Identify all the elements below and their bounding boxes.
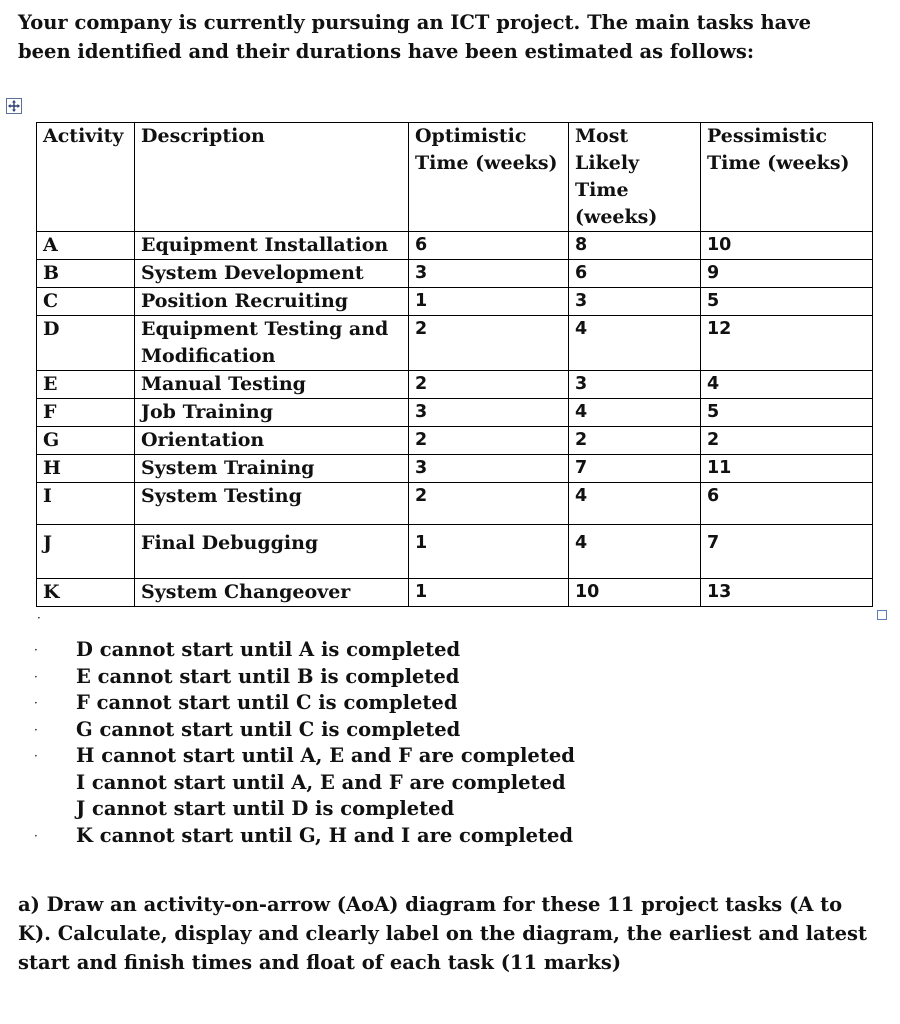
cell-pessimistic: 12 (701, 316, 873, 371)
cell-description: System Testing (135, 483, 409, 525)
table-row (37, 399, 873, 427)
list-item: · E cannot start until B is completed (34, 664, 575, 691)
list-item: J cannot start until D is completed (76, 797, 455, 820)
cell-most-likely: 4 (569, 399, 701, 427)
cell-most-likely: 3 (569, 371, 701, 399)
cell-optimistic: 3 (409, 455, 569, 483)
cell-most-likely: 10 (569, 579, 701, 607)
header-most-likely: Most Likely Time (weeks) (569, 123, 701, 232)
cell-optimistic: 3 (409, 260, 569, 288)
cell-description: Job Training (135, 399, 409, 427)
bullet-icon: · (34, 828, 38, 843)
stray-bullet: · (37, 611, 41, 625)
list-item: · G cannot start until C is completed (34, 717, 575, 744)
bullet-icon: · (34, 643, 38, 657)
cell-activity: D (37, 316, 135, 371)
cell-pessimistic: 5 (701, 399, 873, 427)
bullet-icon: · (34, 749, 38, 763)
cell-activity: J (37, 525, 135, 579)
cell-description: Final Debugging (135, 525, 409, 579)
bullet-icon: · (34, 669, 38, 684)
table-row (37, 427, 873, 455)
table-row (37, 260, 873, 288)
cell-optimistic: 2 (409, 371, 569, 399)
constraints-list (34, 637, 575, 849)
list-item: · K cannot start until G, H and I are completed (34, 823, 575, 850)
cell-description: System Development (135, 260, 409, 288)
table-row (37, 232, 873, 260)
header-optimistic: Optimistic Time (weeks) (409, 123, 569, 232)
table-row (37, 371, 873, 399)
cell-activity: I (37, 483, 135, 525)
cell-description: Manual Testing (135, 371, 409, 399)
cell-activity: K (37, 579, 135, 607)
header-pessimistic: Pessimistic Time (weeks) (701, 123, 873, 232)
cell-most-likely: 4 (569, 316, 701, 371)
header-description: Description (135, 123, 409, 232)
cell-description: Equipment Installation (135, 232, 409, 260)
cell-optimistic: 1 (409, 288, 569, 316)
cell-most-likely: 4 (569, 483, 701, 525)
cell-most-likely: 8 (569, 232, 701, 260)
cell-most-likely: 2 (569, 427, 701, 455)
cell-most-likely: 4 (569, 525, 701, 579)
cell-description: System Changeover (135, 579, 409, 607)
cell-pessimistic: 11 (701, 455, 873, 483)
cell-activity: G (37, 427, 135, 455)
cell-activity: E (37, 371, 135, 399)
question-line-1: a) Draw an activity-on-arrow (AoA) diagram for these 11 project tasks (A to (18, 893, 843, 916)
cell-most-likely: 6 (569, 260, 701, 288)
cell-description: Orientation (135, 427, 409, 455)
table-move-handle-icon[interactable] (6, 98, 22, 114)
table-row (37, 525, 873, 579)
cell-optimistic: 1 (409, 579, 569, 607)
cell-pessimistic: 6 (701, 483, 873, 525)
cell-pessimistic: 2 (701, 427, 873, 455)
cell-description: Equipment Testing and Modification (135, 316, 409, 371)
table-resize-handle-icon[interactable] (877, 610, 887, 620)
intro-text (18, 8, 878, 66)
question-text (18, 890, 878, 977)
cell-description: Position Recruiting (135, 288, 409, 316)
bullet-icon: · (34, 696, 38, 710)
list-item: · H cannot start until A, E and F are completed (34, 743, 575, 770)
cell-optimistic: 3 (409, 399, 569, 427)
list-item: · F cannot start until C is completed (34, 690, 575, 717)
cell-activity: C (37, 288, 135, 316)
cell-optimistic: 1 (409, 525, 569, 579)
cell-pessimistic: 10 (701, 232, 873, 260)
cell-activity: F (37, 399, 135, 427)
intro-line-1: Your company is currently pursuing an ICT project. The main tasks have (18, 11, 812, 34)
cell-optimistic: 6 (409, 232, 569, 260)
cell-description: System Training (135, 455, 409, 483)
bullet-icon: · (34, 722, 38, 737)
cell-optimistic: 2 (409, 427, 569, 455)
cell-pessimistic: 13 (701, 579, 873, 607)
list-item: I cannot start until A, E and F are completed (76, 770, 566, 794)
cell-pessimistic: 9 (701, 260, 873, 288)
table-row (37, 288, 873, 316)
cell-optimistic: 2 (409, 483, 569, 525)
cell-most-likely: 7 (569, 455, 701, 483)
table-row (37, 455, 873, 483)
cell-pessimistic: 5 (701, 288, 873, 316)
question-line-2: K). Calculate, display and clearly label on the diagram, the earliest and latest (18, 922, 868, 945)
cell-activity: B (37, 260, 135, 288)
table-row (37, 483, 873, 525)
activity-table (36, 122, 873, 607)
cell-activity: A (37, 232, 135, 260)
cell-activity: H (37, 455, 135, 483)
table-header-row (37, 123, 873, 232)
table-row (37, 316, 873, 371)
cell-optimistic: 2 (409, 316, 569, 371)
intro-line-2: been identified and their durations have been estimated as follows: (18, 40, 755, 63)
cell-pessimistic: 4 (701, 371, 873, 399)
question-line-3: start and finish times and float of each task (11 marks) (18, 951, 622, 974)
cell-most-likely: 3 (569, 288, 701, 316)
header-activity: Activity (37, 123, 135, 232)
list-item: · D cannot start until A is completed (34, 637, 575, 664)
cell-pessimistic: 7 (701, 525, 873, 579)
table-row (37, 579, 873, 607)
